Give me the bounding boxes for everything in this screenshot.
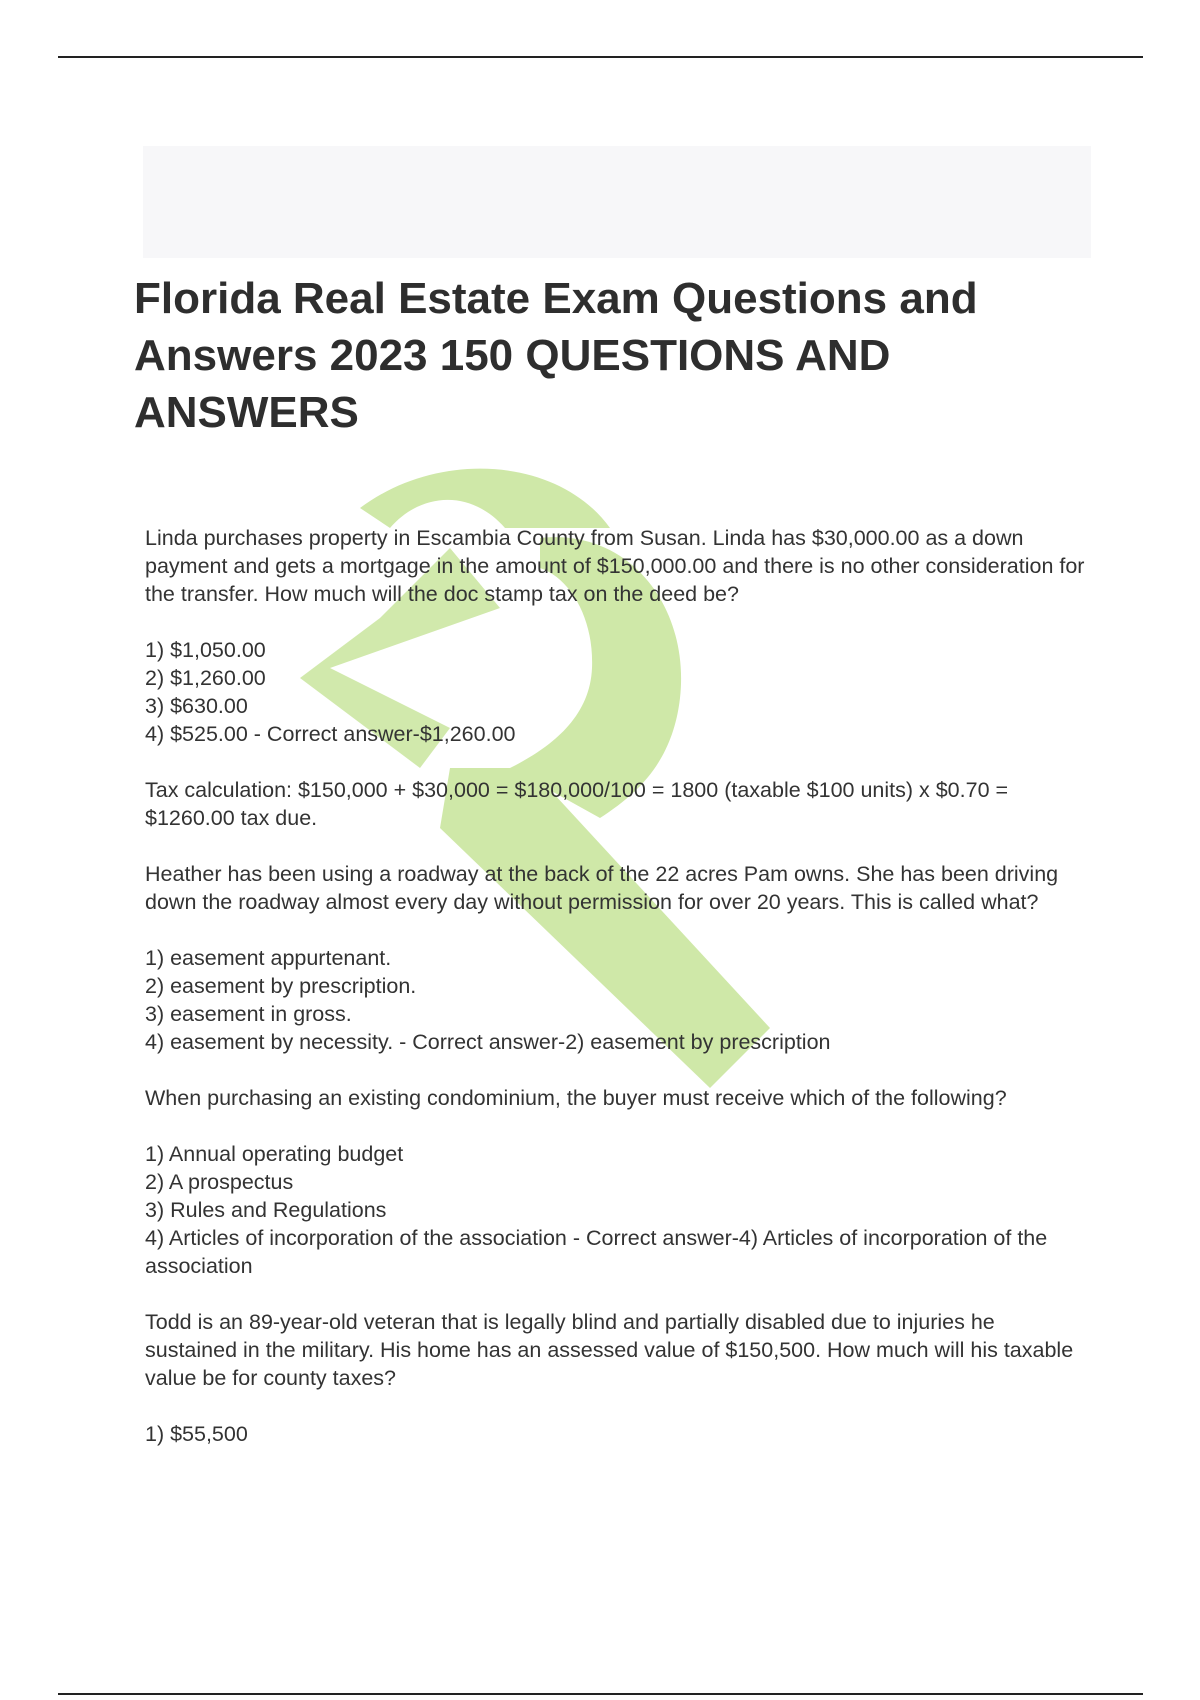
top-rule <box>58 56 1143 58</box>
question-text: Todd is an 89-year-old veteran that is legally blind and partially disabled due to injuries he sustained in the military. His home has an assessed value of $150,500. How much will his taxable value be for county taxes? <box>145 1310 1074 1390</box>
answer-options: 1) Annual operating budget 2) A prospectus 3) Rules and Regulations 4) Articles of incorporation of the association - Correct answer-4) Articles of incorporation of the association <box>145 1142 1048 1278</box>
bottom-rule <box>58 1693 1143 1695</box>
question-list <box>145 524 1085 1476</box>
answer-options: 1) easement appurtenant. 2) easement by prescription. 3) easement in gross. 4) easement by necessity. - Correct answer-2) easement by prescription <box>145 946 831 1054</box>
explanation-text: Tax calculation: $150,000 + $30,000 = $180,000/100 = 1800 (taxable $100 units) x $0.70 = $1260.00 tax due. <box>145 778 1009 830</box>
question-text: Heather has been using a roadway at the back of the 22 acres Pam owns. She has been driving down the roadway almost every day without permission for over 20 years. This is called what? <box>145 862 1059 914</box>
question-text: When purchasing an existing condominium, the buyer must receive which of the following? <box>145 1086 1007 1110</box>
answer-options: 1) $55,500 <box>145 1422 248 1446</box>
question-text: Linda purchases property in Escambia County from Susan. Linda has $30,000.00 as a down payment and gets a mortgage in the amount of $150,000.00 and there is no other consideration for the transfer. How much will the doc stamp tax on the deed be? <box>145 526 1085 606</box>
answer-options: 1) $1,050.00 2) $1,260.00 3) $630.00 4) $525.00 - Correct answer-$1,260.00 <box>145 638 516 746</box>
header-banner <box>143 146 1091 258</box>
document-title: Florida Real Estate Exam Questions and Answers 2023 150 QUESTIONS AND ANSWERS <box>134 274 978 437</box>
